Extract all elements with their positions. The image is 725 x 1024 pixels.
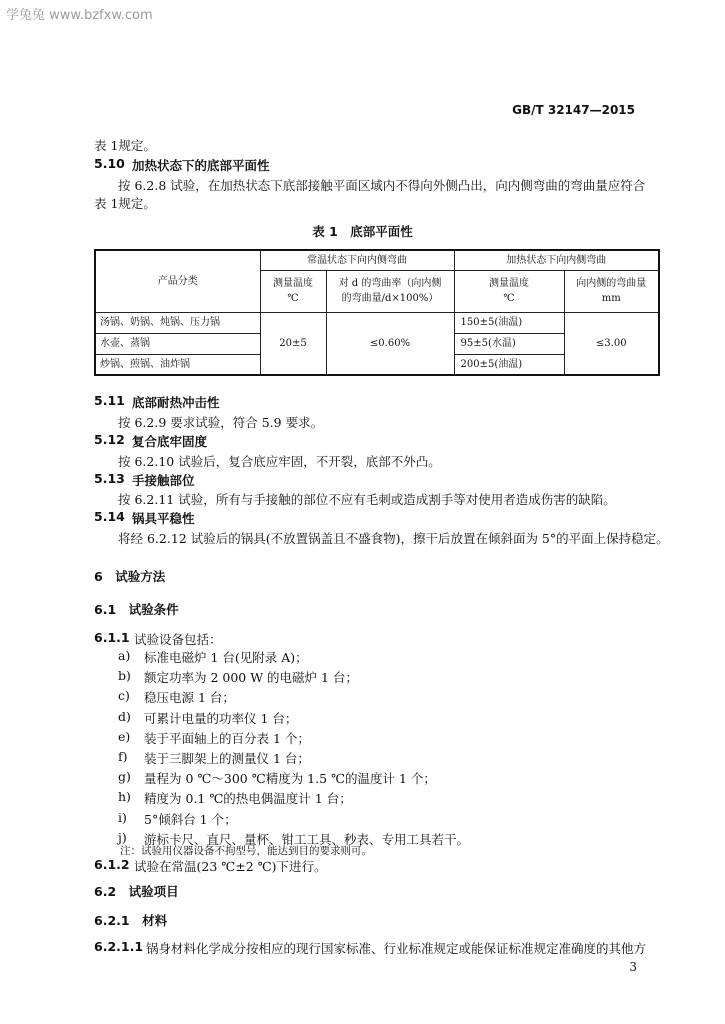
list-item-marker: e): [118, 728, 131, 744]
section-5-13-number: 5.13: [94, 471, 125, 486]
paragraph-line: 按 6.2.9 要求试验，符合 5.9 要求。: [118, 415, 324, 430]
section-5-10-number: 5.10: [94, 156, 125, 171]
list-item: 5°倾斜台 1 个；: [144, 811, 237, 827]
section-5-12-number: 5.12: [94, 432, 125, 447]
normal-temp-cell: 20±5: [260, 312, 326, 375]
section-5-10-title: 加热状态下的底部平面性: [132, 158, 270, 173]
product-cell: 炒锅、煎锅、油炸锅: [95, 354, 260, 375]
section-5-11-title: 底部耐热冲击性: [132, 395, 220, 410]
page-number: 3: [629, 960, 637, 974]
list-item-marker: j): [118, 829, 127, 845]
section-6-2-1-1-text: 锅身材料化学成分按相应的现行国家标准、行业标准规定或能保证标准规定准确度的其他方: [146, 941, 647, 956]
list-item: 可累计电量的功率仪 1 台；: [144, 710, 298, 726]
section-5-14-number: 5.14: [94, 509, 125, 524]
header-product-category: 产品分类: [95, 250, 260, 312]
list-item: 装于平面轴上的百分表 1 个；: [144, 730, 310, 746]
list-item-marker: b): [118, 668, 131, 684]
normal-ratio-cell: ≤0.60%: [326, 312, 454, 375]
list-item: 额定功率为 2 000 W 的电磁炉 1 台；: [144, 670, 358, 686]
heated-temp-cell: 150±5(油温): [454, 312, 564, 333]
paragraph-line: 表 1规定。: [94, 138, 156, 153]
list-item: 游标卡尺、直尺、量杯、钳工工具、秒表、专用工具若干。: [144, 831, 470, 847]
section-6-2-1-heading: 6.2.1 材料: [94, 913, 168, 928]
list-item: 量程为 0 ℃～300 ℃精度为 1.5 ℃的温度计 1 个；: [144, 771, 436, 787]
section-6-2-heading: 6.2 试验项目: [94, 884, 179, 899]
flatness-table: [94, 249, 660, 376]
list-item-marker: f): [118, 749, 128, 764]
list-item-marker: i): [118, 809, 127, 825]
section-6-1-1-number: 6.1.1: [94, 630, 130, 645]
paragraph-line: 表 1规定。: [94, 196, 156, 211]
note: 注：试验用仪器设备不拘型号，能达到目的要求则可。: [120, 845, 372, 857]
header-bend-amount: 向内侧的弯曲量 mm: [564, 270, 659, 312]
paragraph-line: 按 6.2.10 试验后，复合底应牢固，不开裂，底部不外凸。: [118, 454, 441, 469]
watermark: 学兔兔 www.bzfxw.com: [6, 8, 153, 23]
heated-temp-cell: 95±5(水温): [454, 333, 564, 354]
section-6-1-heading: 6.1 试验条件: [94, 602, 179, 617]
section-5-11-number: 5.11: [94, 393, 125, 408]
section-6-1-1-text: 试验设备包括：: [134, 632, 222, 647]
section-6-1-2-number: 6.1.2: [94, 857, 130, 872]
product-cell: 水壶、蒸锅: [95, 333, 260, 354]
header-bend-ratio: 对 d 的弯曲率（向内侧 的弯曲量/d×100%）: [326, 270, 454, 312]
section-5-14-title: 锅具平稳性: [132, 511, 195, 526]
list-item: 装于三脚架上的测量仪 1 台；: [144, 751, 310, 766]
list-item-marker: d): [118, 708, 131, 724]
paragraph-line: 按 6.2.11 试验，所有与手接触的部位不应有毛刺或造成割手等对使用者造成伤害的缺陷。: [118, 492, 616, 507]
section-5-12-title: 复合底牢固度: [132, 434, 208, 449]
header-measure-temp: 测量温度 ℃: [260, 270, 326, 312]
table-row: [95, 312, 659, 333]
heated-temp-cell: 200±5(油温): [454, 354, 564, 375]
header-heated-group: 加热状态下向内侧弯曲: [454, 250, 659, 270]
list-item: 精度为 0.1 ℃的热电偶温度计 1 台；: [144, 791, 352, 807]
header-measure-temp-heated: 测量温度 ℃: [454, 270, 564, 312]
paragraph-line: 将经 6.2.12 试验后的锅具(不放置锅盖且不盛食物)，擦干后放置在倾斜面为 5°的平面上保持稳定。: [118, 531, 669, 546]
list-item-marker: a): [118, 648, 131, 663]
list-item-marker: g): [118, 769, 131, 785]
section-6-2-1-1-number: 6.2.1.1: [94, 939, 144, 954]
table-caption: 表 1 底部平面性: [312, 224, 413, 239]
heated-amount-cell: ≤3.00: [564, 312, 659, 375]
header-normal-group: 常温状态下向内侧弯曲: [260, 250, 454, 270]
paragraph-line: 按 6.2.8 试验，在加热状态下底部接触平面区域内不得向外侧凸出，向内侧弯曲的弯曲量应符合: [118, 178, 646, 193]
section-6-1-2-text: 试验在常温(23 ℃±2 ℃)下进行。: [134, 859, 327, 874]
section-5-13-title: 手接触部位: [132, 473, 195, 488]
list-item: 稳压电源 1 台；: [144, 690, 235, 706]
list-item: 标准电磁炉 1 台(见附录 A)；: [144, 650, 308, 665]
list-item-marker: c): [118, 688, 130, 704]
list-item-marker: h): [118, 789, 131, 805]
product-cell: 汤锅、奶锅、炖锅、压力锅: [95, 312, 260, 333]
section-6-heading: 6 试验方法: [94, 569, 166, 584]
standard-number-header: GB/T 32147—2015: [512, 103, 635, 117]
